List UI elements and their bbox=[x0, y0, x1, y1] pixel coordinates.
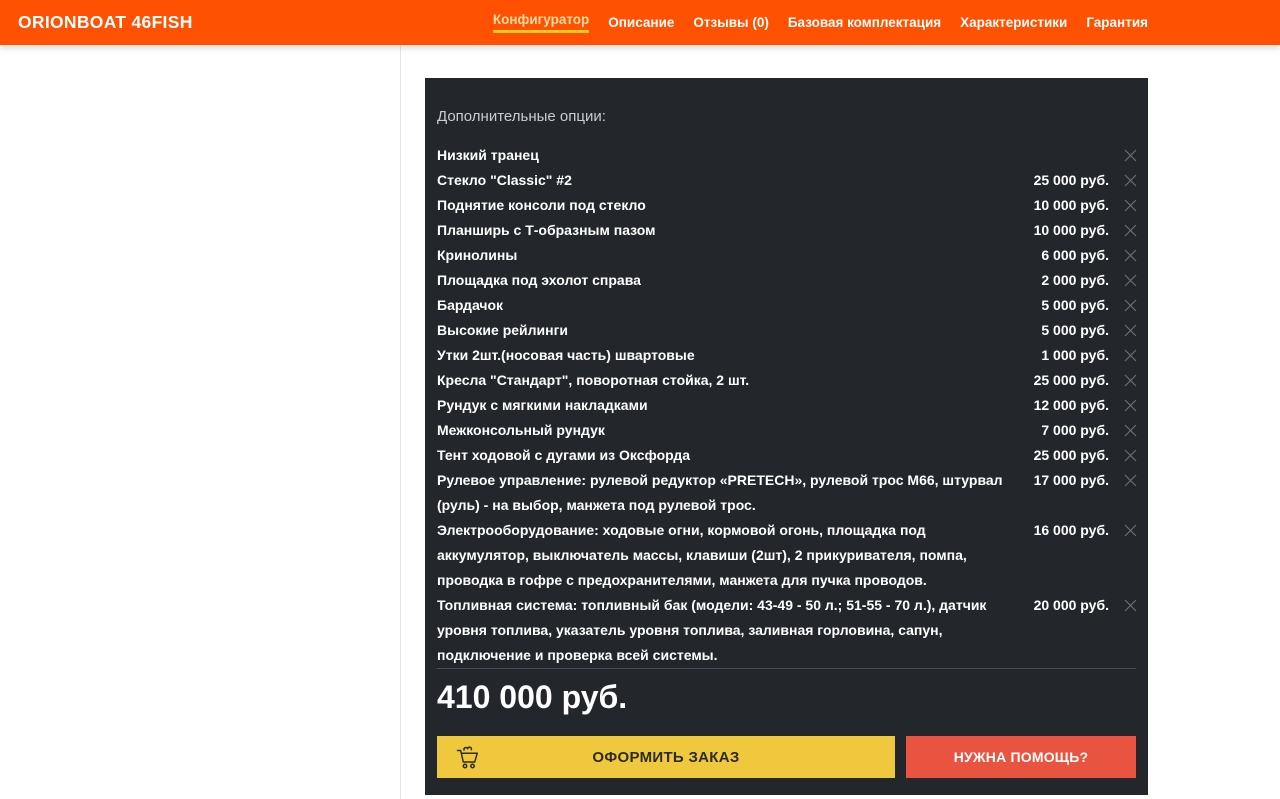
option-price: 5 000 руб. bbox=[1041, 322, 1109, 338]
nav-link-base-equipment[interactable]: Базовая комплектация bbox=[787, 15, 942, 30]
option-name: Рулевое управление: рулевой редуктор «PRETECH», рулевой трос М66, штурвал (руль) - на выбор, манжета под рулевой трос. bbox=[437, 472, 1003, 513]
cart-icon bbox=[453, 742, 483, 772]
option-row bbox=[434, 243, 1139, 268]
remove-option-icon[interactable] bbox=[1109, 593, 1139, 618]
help-button[interactable] bbox=[906, 736, 1136, 778]
option-name: Электрооборудование: ходовые огни, кормовой огонь, площадка под аккумулятор, выключатель массы, клавиши (2шт), 2 прикуривателя, помпа, проводка в гофре с предохранителями, манжета для пучка проводов. bbox=[437, 522, 967, 588]
remove-option-icon[interactable] bbox=[1109, 393, 1139, 418]
option-price: 10 000 руб. bbox=[1033, 197, 1109, 213]
option-name: Стекло "Classic" #2 bbox=[437, 172, 572, 188]
option-name: Рундук с мягкими накладками bbox=[437, 397, 648, 413]
option-name: Кринолины bbox=[437, 247, 518, 263]
remove-option-icon[interactable] bbox=[1109, 218, 1139, 243]
remove-option-icon[interactable] bbox=[1109, 193, 1139, 218]
option-price: 5 000 руб. bbox=[1041, 297, 1109, 313]
panel-title: Дополнительные опции: bbox=[437, 108, 606, 125]
option-row bbox=[434, 268, 1139, 293]
nav-link-description[interactable]: Описание bbox=[608, 15, 675, 30]
remove-option-icon[interactable] bbox=[1109, 468, 1139, 493]
help-button-label: НУЖНА ПОМОЩЬ? bbox=[953, 749, 1089, 765]
option-price: 10 000 руб. bbox=[1033, 222, 1109, 238]
option-name: Тент ходовой с дугами из Оксфорда bbox=[437, 447, 690, 463]
remove-option-icon[interactable] bbox=[1109, 418, 1139, 443]
option-row bbox=[434, 343, 1139, 368]
option-name: Бардачок bbox=[437, 297, 504, 313]
configurator-panel bbox=[425, 78, 1148, 795]
option-price: 1 000 руб. bbox=[1041, 347, 1109, 363]
option-row bbox=[434, 193, 1139, 218]
option-row bbox=[434, 368, 1139, 393]
option-price: 17 000 руб. bbox=[1033, 472, 1109, 488]
nav-link-specs[interactable]: Характеристики bbox=[960, 15, 1068, 30]
option-name: Кресла "Стандарт", поворотная стойка, 2 шт. bbox=[437, 372, 750, 388]
brand-title[interactable]: ORIONBOAT 46FISH bbox=[18, 12, 193, 32]
option-row bbox=[434, 168, 1139, 193]
options-list bbox=[434, 143, 1139, 668]
remove-option-icon[interactable] bbox=[1109, 368, 1139, 393]
remove-option-icon[interactable] bbox=[1109, 518, 1139, 543]
option-row bbox=[434, 418, 1139, 443]
remove-option-icon[interactable] bbox=[1109, 443, 1139, 468]
nav-link-warranty[interactable]: Гарантия bbox=[1086, 15, 1148, 30]
actions-row bbox=[437, 736, 1136, 778]
remove-option-icon[interactable] bbox=[1109, 268, 1139, 293]
option-row bbox=[434, 218, 1139, 243]
main-nav bbox=[493, 0, 1148, 45]
option-price: 2 000 руб. bbox=[1041, 272, 1109, 288]
option-name: Поднятие консоли под стекло bbox=[437, 197, 646, 213]
option-name: Планширь с Т-образным пазом bbox=[437, 222, 656, 238]
option-row bbox=[434, 443, 1139, 468]
remove-option-icon[interactable] bbox=[1109, 318, 1139, 343]
option-row bbox=[434, 468, 1139, 518]
option-row bbox=[434, 393, 1139, 418]
option-price: 6 000 руб. bbox=[1041, 247, 1109, 263]
remove-option-icon[interactable] bbox=[1109, 143, 1139, 168]
option-name: Топливная система: топливный бак (модели: 43-49 - 50 л.; 51-55 - 70 л.), датчик уровня топлива, указатель уровня топлива, заливная горловина, сапун, подключение и проверка всей системы. bbox=[437, 597, 987, 663]
order-button[interactable] bbox=[437, 736, 895, 778]
remove-option-icon[interactable] bbox=[1109, 343, 1139, 368]
option-row bbox=[434, 143, 1139, 168]
option-price: 12 000 руб. bbox=[1033, 397, 1109, 413]
option-row bbox=[434, 593, 1139, 668]
option-row bbox=[434, 293, 1139, 318]
option-price: 25 000 руб. bbox=[1033, 372, 1109, 388]
option-price: 16 000 руб. bbox=[1033, 522, 1109, 538]
option-name: Низкий транец bbox=[437, 147, 539, 163]
option-price: 25 000 руб. bbox=[1033, 447, 1109, 463]
total-divider bbox=[437, 668, 1136, 669]
option-row bbox=[434, 318, 1139, 343]
total-price: 410 000 руб. bbox=[437, 679, 628, 715]
vertical-divider bbox=[400, 45, 401, 799]
option-name: Высокие рейлинги bbox=[437, 322, 569, 338]
nav-link-configurator[interactable]: Конфигуратор bbox=[493, 12, 589, 33]
option-name: Утки 2шт.(носовая часть) швартовые bbox=[437, 347, 695, 363]
header bbox=[0, 0, 1280, 45]
nav-link-reviews[interactable]: Отзывы (0) bbox=[693, 15, 769, 30]
remove-option-icon[interactable] bbox=[1109, 243, 1139, 268]
option-name: Межконсольный рундук bbox=[437, 422, 605, 438]
option-row bbox=[434, 518, 1139, 593]
remove-option-icon[interactable] bbox=[1109, 168, 1139, 193]
remove-option-icon[interactable] bbox=[1109, 293, 1139, 318]
option-price: 25 000 руб. bbox=[1033, 172, 1109, 188]
option-name: Площадка под эхолот справа bbox=[437, 272, 641, 288]
option-price: 7 000 руб. bbox=[1041, 422, 1109, 438]
option-price: 20 000 руб. bbox=[1033, 597, 1109, 613]
order-button-label: ОФОРМИТЬ ЗАКАЗ bbox=[592, 748, 740, 766]
